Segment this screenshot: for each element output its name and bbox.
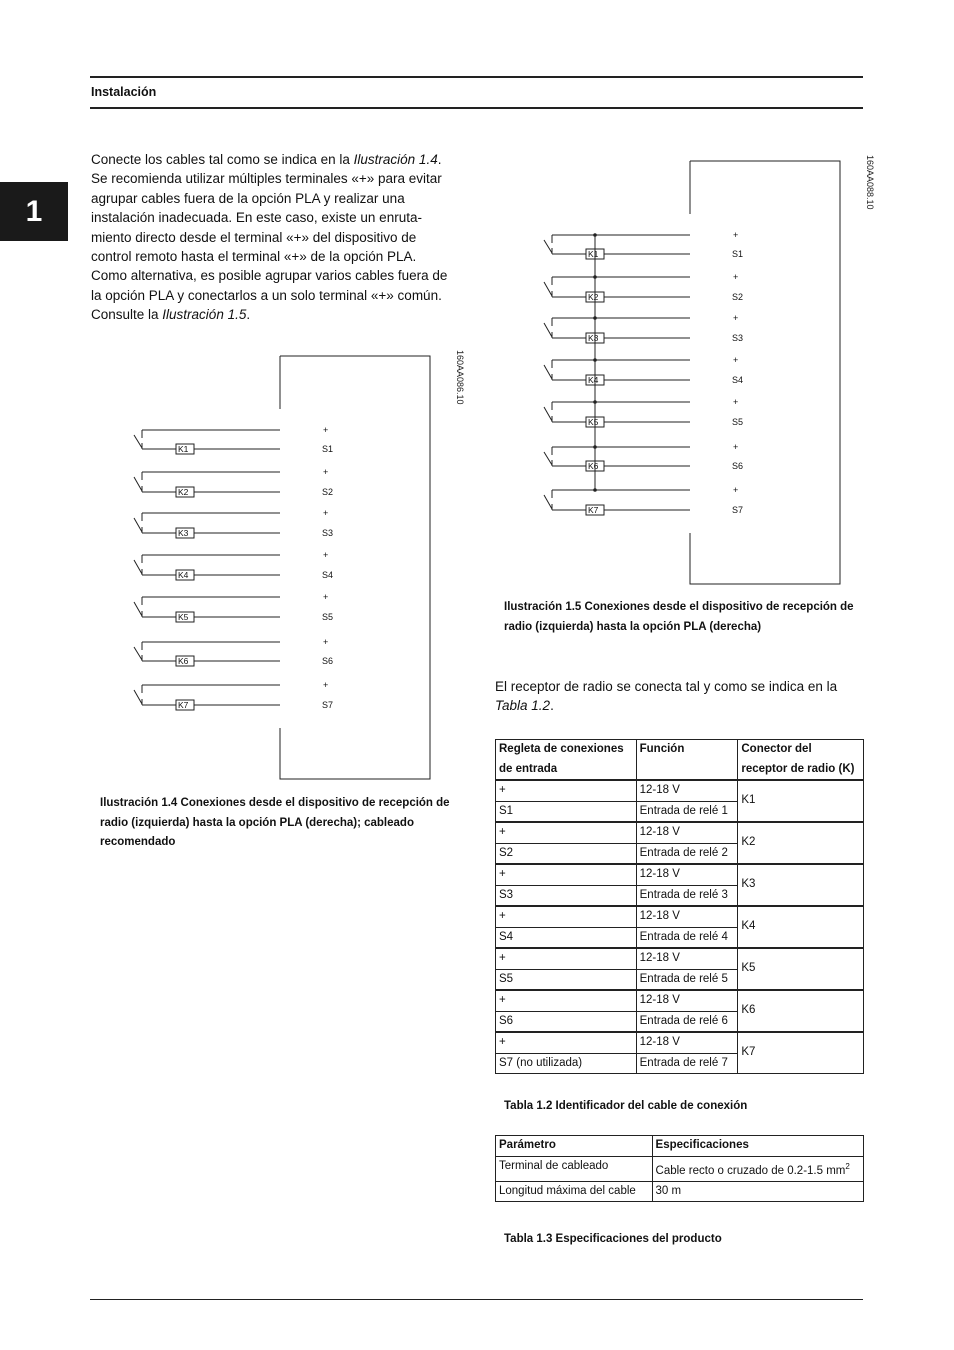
function-cell: 12-18 V <box>636 780 738 801</box>
relay-switch-blade <box>134 690 142 704</box>
relay-label: K1 <box>588 249 599 259</box>
spec-cell: 30 m <box>652 1181 863 1202</box>
specifications-table <box>495 1135 864 1202</box>
table-1-3-caption: Tabla 1.3 Especificaciones del producto <box>504 1233 722 1245</box>
connector-cell: K5 <box>738 948 864 990</box>
terminal-cell: + <box>496 864 637 885</box>
column-header: Regleta de conexiones de entrada <box>496 740 637 781</box>
connector-cell: K3 <box>738 864 864 906</box>
terminal-s-label: S4 <box>322 570 334 580</box>
intro-line: Como alternativa, es posible agrupar varios cables fuera de <box>91 268 448 284</box>
column-header: Especificaciones <box>652 1136 863 1157</box>
relay-label: K6 <box>178 656 189 666</box>
intro-line: instalación inadecuada. En este caso, existe un enruta- <box>91 210 422 226</box>
terminal-s-label: S5 <box>732 417 744 427</box>
terminal-cell: S7 (no utilizada) <box>496 1053 637 1074</box>
relay-label: K7 <box>588 505 599 515</box>
relay-label: K7 <box>178 700 189 710</box>
terminal-cell: + <box>496 948 637 969</box>
terminal-s-label: S7 <box>732 505 744 515</box>
function-cell: 12-18 V <box>636 822 738 843</box>
intro-line: miento directo desde el terminal «+» del dispositivo de <box>91 229 417 245</box>
terminal-s-label: S3 <box>732 333 744 343</box>
chapter-tab: 1 <box>0 182 68 241</box>
function-cell: Entrada de relé 5 <box>636 969 738 990</box>
table-row <box>496 948 864 969</box>
footer-rule <box>90 1299 863 1300</box>
table-row <box>496 990 864 1011</box>
header-rule <box>90 107 863 109</box>
table-row <box>496 1032 864 1053</box>
function-cell: 12-18 V <box>636 906 738 927</box>
function-cell: Entrada de relé 2 <box>636 843 738 864</box>
relay-switch-blade <box>544 407 552 421</box>
relay-label: K4 <box>178 570 189 580</box>
table-header-row <box>496 1136 864 1157</box>
terminal-cell: + <box>496 990 637 1011</box>
wiring-diagram-1-5 <box>530 150 875 590</box>
connector-cell: K2 <box>738 822 864 864</box>
terminal-s-label: S2 <box>322 487 334 497</box>
function-cell: Entrada de relé 3 <box>636 885 738 906</box>
terminal-plus-label: + <box>733 355 739 365</box>
terminal-cell: S6 <box>496 1011 637 1032</box>
intro-line: la opción PLA y conectarlos a un solo terminal «+» común. <box>91 287 442 303</box>
table-row <box>496 780 864 801</box>
relay-switch-blade <box>544 495 552 509</box>
column-header: Parámetro <box>496 1136 653 1157</box>
terminal-cell: S1 <box>496 801 637 822</box>
relay-label: K4 <box>588 375 599 385</box>
terminal-plus-label: + <box>323 425 329 435</box>
terminal-plus-label: + <box>733 485 739 495</box>
table-row <box>496 1156 864 1181</box>
relay-switch-blade <box>544 452 552 465</box>
table-row <box>496 864 864 885</box>
connector-cell: K7 <box>738 1032 864 1074</box>
relay-switch-blade <box>544 365 552 379</box>
table-1-2-caption: Tabla 1.2 Identificador del cable de conexión <box>504 1100 748 1112</box>
terminal-cell: S3 <box>496 885 637 906</box>
terminal-cell: S4 <box>496 927 637 948</box>
terminal-plus-label: + <box>323 680 329 690</box>
relay-switch-blade <box>544 282 552 296</box>
connector-cell: K6 <box>738 990 864 1032</box>
connector-cell: K1 <box>738 780 864 822</box>
terminal-s-label: S4 <box>732 375 744 385</box>
intro-line: Conecte los cables tal como se indica en la Ilustración 1.4. <box>91 152 442 167</box>
wiring-diagram-1-4 <box>120 345 470 785</box>
terminal-s-label: S7 <box>322 700 334 710</box>
terminal-plus-label: + <box>323 637 329 647</box>
table-row <box>496 1181 864 1202</box>
relay-switch-blade <box>134 518 142 532</box>
top-rule <box>90 76 863 78</box>
relay-switch-blade <box>134 477 142 491</box>
column-header: Función <box>636 740 738 781</box>
function-cell: 12-18 V <box>636 948 738 969</box>
relay-label: K5 <box>178 612 189 622</box>
terminal-cell: + <box>496 1032 637 1053</box>
spec-cell: Cable recto o cruzado de 0.2-1.5 $mm^2$ <box>652 1156 863 1181</box>
relay-switch-blade <box>134 435 142 448</box>
table-row <box>496 906 864 927</box>
relay-label: K5 <box>588 417 599 427</box>
intro-line: Se recomienda utilizar múltiples terminales «+» para evitar <box>91 171 442 187</box>
parameter-cell: Terminal de cableado <box>496 1156 653 1181</box>
figure-1-4-caption: Ilustración 1.4 Conexiones desde el dispositivo de recepción de radio (izquierda) hasta la opción PLA (derecha); cableado recomendado <box>100 797 450 848</box>
relay-switch-blade <box>134 602 142 616</box>
column-header: Conector del receptor de radio (K) <box>738 740 864 781</box>
terminal-plus-label: + <box>733 397 739 407</box>
function-cell: Entrada de relé 4 <box>636 927 738 948</box>
terminal-plus-label: + <box>733 230 739 240</box>
intro-line: control remoto hasta el terminal «+» de la opción PLA. <box>91 249 417 265</box>
terminal-s-label: S6 <box>732 461 744 471</box>
function-cell: Entrada de relé 1 <box>636 801 738 822</box>
relay-label: K2 <box>178 487 189 497</box>
relay-label: K3 <box>178 528 189 538</box>
terminal-plus-label: + <box>733 272 739 282</box>
figure-code: 160AA086.10 <box>455 350 465 405</box>
receiver-paragraph: El receptor de radio se conecta tal y como se indica en la Tabla 1.2. <box>495 679 838 714</box>
terminal-plus-label: + <box>323 550 329 560</box>
parameter-cell: Longitud máxima del cable <box>496 1181 653 1202</box>
relay-label: K2 <box>588 292 599 302</box>
terminal-plus-label: + <box>323 508 329 518</box>
relay-label: K3 <box>588 333 599 343</box>
section-title: Instalación <box>91 85 157 99</box>
table-header-row <box>496 740 864 781</box>
figure-1-5-caption: Ilustración 1.5 Conexiones desde el dispositivo de recepción de radio (izquierda) hasta la opción PLA (derecha) <box>504 601 854 633</box>
terminal-plus-label: + <box>733 442 739 452</box>
terminal-plus-label: + <box>733 313 739 323</box>
table-row <box>496 822 864 843</box>
terminal-plus-label: + <box>323 467 329 477</box>
relay-label: K6 <box>588 461 599 471</box>
relay-switch-blade <box>134 647 142 660</box>
terminal-s-label: S6 <box>322 656 334 666</box>
terminal-cell: S5 <box>496 969 637 990</box>
pla-board-outline <box>690 161 840 584</box>
function-cell: 12-18 V <box>636 864 738 885</box>
relay-switch-blade <box>544 323 552 337</box>
relay-switch-blade <box>544 240 552 253</box>
terminal-cell: S2 <box>496 843 637 864</box>
terminal-cell: + <box>496 822 637 843</box>
terminal-s-label: S3 <box>322 528 334 538</box>
terminal-s-label: S1 <box>732 249 744 259</box>
function-cell: Entrada de relé 7 <box>636 1053 738 1074</box>
function-cell: 12-18 V <box>636 990 738 1011</box>
terminal-s-label: S5 <box>322 612 334 622</box>
connector-cell: K4 <box>738 906 864 948</box>
relay-label: K1 <box>178 444 189 454</box>
intro-line: Consulte la Ilustración 1.5. <box>91 307 251 323</box>
intro-paragraph <box>91 150 471 325</box>
intro-line: agrupar cables fuera de la opción PLA y realizar una <box>91 190 405 206</box>
terminal-cell: + <box>496 780 637 801</box>
connection-table <box>495 739 864 1074</box>
terminal-s-label: S2 <box>732 292 744 302</box>
pla-board-outline <box>280 356 430 779</box>
terminal-s-label: S1 <box>322 444 334 454</box>
relay-switch-blade <box>134 560 142 574</box>
figure-code: 160AA088.10 <box>865 155 875 210</box>
terminal-plus-label: + <box>323 592 329 602</box>
function-cell: 12-18 V <box>636 1032 738 1053</box>
terminal-cell: + <box>496 906 637 927</box>
function-cell: Entrada de relé 6 <box>636 1011 738 1032</box>
